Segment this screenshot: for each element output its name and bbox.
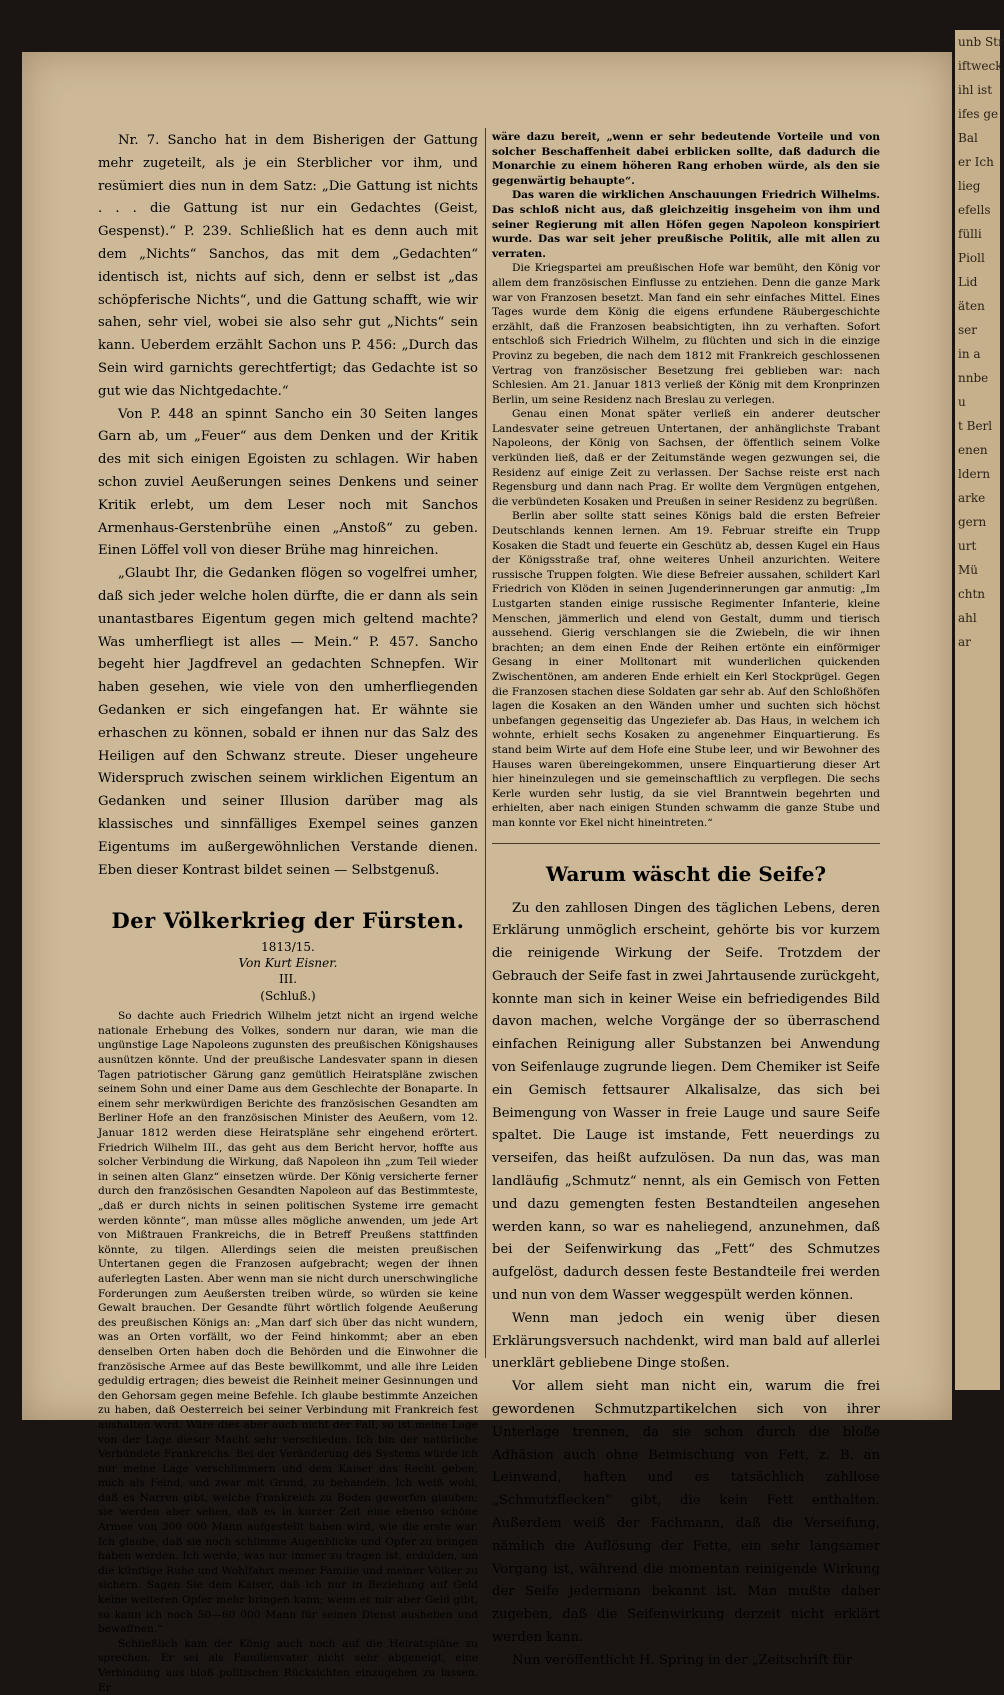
article-conclusion-note: (Schluß.) xyxy=(260,989,316,1004)
article2-paragraph-2: Wenn man jedoch ein wenig über diesen Erklärungsversuch nachdenkt, wird man bald auf allerlei unerklärt gebliebene Dinge stoßen. xyxy=(492,1310,880,1372)
left-column xyxy=(98,130,478,1694)
article-separator xyxy=(492,843,880,844)
column-divider xyxy=(485,128,486,1358)
adjacent-page-fragment: Mü xyxy=(958,563,979,577)
intro-paragraph-3: „Glaubt Ihr, die Gedanken flögen so vogelfrei umher, daß sich jeder welche holen dürfte, die er dann als sein unantastbares Eigentum gegen mich geltend machte? Was umherfliegt ist alles — Mein.“ P. 457. Sancho begeht hier Jagdfrevel an gedachten Schnepfen. Wir haben gesehen, wie viele von den umherfliegenden Gedanken er sich eingefangen hat. Er wähnte sie erhaschen zu können, sobald er ihnen nur das Salz des Heiligen auf den Schwanz streute. Dieser ungeheure Widerspruch zwischen seinem wirklichen Eigentum an Gedanken und seiner Illusion darüber mag als klassisches und sinnfälliges Exempel seines ganzen Eigentums im außergewöhnlichen Verstande dienen. Eben dieser Kontrast bildet seinen — Selbstgenuß. xyxy=(98,566,478,878)
adjacent-page-fragment: efells xyxy=(958,203,991,217)
article-continuation-paragraph: wäre dazu bereit, „wenn er sehr bedeutende Vorteile und von solcher Beschaffenheit dabei erblicken sollte, daß dadurch die Monarchie zu einem höheren Rang erhoben würde, als den sie gegenwärtig behaupte“. xyxy=(492,131,880,187)
adjacent-page-fragment: in a xyxy=(958,347,981,361)
adjacent-page-fragment: Bal xyxy=(958,131,978,145)
adjacent-page-fragment: ldern xyxy=(958,467,991,481)
adjacent-page-fragment: fülli xyxy=(958,227,982,241)
adjacent-page-fragment: nnbe xyxy=(958,371,989,385)
article2-title: Warum wäscht die Seife? xyxy=(545,861,827,886)
article-paragraph-5: Genau einen Monat später verließ ein anderer deutscher Landesvater seine getreuen Untertanen, der anhänglichste Trabant Napoleons, der König von Sachsen, der öffentlich seinem Volke verkünden ließ, daß er der Zeitumstände wegen gezwungen sei, die Residenz auf einige Zeit zu verlassen. Der Sachse reiste erst nach Regensburg und dann nach Prag. Er wollte dem Vergnügen entgehen, die verbündeten Kosaken und Preußen in seiner Residenz zu begrüßen. xyxy=(492,408,880,508)
article2-paragraph-3: Vor allem sieht man nicht ein, warum die frei gewordenen Schmutzpartikelchen sich von ihrer Unterlage trennen, da sie schon durch die bloße Adhäsion auch ohne Beimischung von Fett, z. B. an Leinwand, haften und es tatsächlich zahllose „Schmutzflecken“ gibt, die kein Fett enthalten. Außerdem weiß der Fachmann, daß die Verseifung, nämlich die Auflösung der Fette, ein sehr langsamer Vorgang ist, während die momentan reinigende Wirkung der Seife jedermann bekannt ist. Man mußte daher zugeben, daß die Seifenwirkung derzeit nicht erklärt werden kann. xyxy=(492,1379,880,1645)
adjacent-page-fragment: gern xyxy=(958,515,987,529)
article-dates: 1813/15. xyxy=(261,940,315,955)
adjacent-page-fragment: ifes ge xyxy=(958,107,999,121)
article-title: Der Völkerkrieg der Fürsten. xyxy=(111,908,465,934)
article-paragraph-6: Berlin aber sollte statt seines Königs bald die ersten Befreier Deutschlands kennen lernen. Am 19. Februar streifte ein Trupp Kosaken die Stadt und feuerte ein Geschütz ab, dessen Kugel ein Haus der Königsstraße traf, ohne weiteres Unheil anzurichten. Weitere russische Truppen folgten. Wie diese Befreier aussahen, schildert Karl Friedrich von Klöden in seinen Jugenderinnerungen gar anmutig: „Im Lustgarten standen einige russische Regimenter Infanterie, kleine Menschen, jämmerlich und elend von Gestalt, dumm und tierisch aussehend. Gierig verschlangen sie die Zwiebeln, die wir ihnen brachten; an dem einen Ende der Reihen ertönte ein einförmiger Gesang in einer Molltonart mit wunderlichen quickenden Zwischentönen, am anderen Ende erhielt ein Kerl Stockprügel. Gegen die Franzosen stachen diese Soldaten gar sehr ab. Auf den Schloßhöfen lagen die Kosaken an den Wänden umher und suchten sich höchst unbefangen gegenseitig das Ungeziefer ab. Das Haus, in welchem ich wohnte, erhielt sechs Kosaken zu angenehmer Einquartierung. Es stand beim Wirte auf dem Hofe eine Stube leer, und wir Bewohner des Hauses waren übereingekommen, unsere Einquartierung dieser Art hier hineinzulegen und sie gemeinschaftlich zu verpflegen. Die sechs Kerle wurden sehr lustig, da sie viel Branntwein begehrten und erhielten, aber nach einigen Stunden schwamm die ganze Stube und man konnte vor Ekel nicht hineintreten.“ xyxy=(492,510,880,829)
adjacent-page-fragment: Pioll xyxy=(958,251,985,265)
intro-paragraph-2: Von P. 448 an spinnt Sancho ein 30 Seiten langes Garn ab, um „Feuer“ aus dem Denken und der Kritik des mit sich einigen Egoisten zu schlagen. Wir haben schon zuviel Aeußerungen seines Denkens und seiner Kritik erlebt, um dem Leser noch mit Sanchos Armenhaus-Gerstenbrühe einen „Anstoß“ zu geben. Einen Löffel voll von dieser Brühe mag hinreichen. xyxy=(98,406,478,559)
adjacent-page-fragment: u xyxy=(958,395,966,409)
adjacent-page-fragment: arke xyxy=(958,491,986,505)
adjacent-page-fragment: ahl xyxy=(958,611,977,625)
adjacent-page-edge xyxy=(955,30,1004,1390)
article-paragraph-3: Das waren die wirklichen Anschauungen Friedrich Wilhelms. Das schloß nicht aus, daß gleichzeitig insgeheim von ihm und seiner Regierung mit allen Höfen gegen Napoleon konspiriert wurde. Das war seit jeher preußische Politik, alle mit allen zu verraten. xyxy=(492,189,880,260)
adjacent-page-fragment: unb Str xyxy=(958,35,1004,49)
article-author: Von Kurt Eisner. xyxy=(238,956,338,971)
article2-paragraph-1: Zu den zahllosen Dingen des täglichen Lebens, deren Erklärung unmöglich erscheint, gehörte bis vor kurzem die reinigende Wirkung der Seife. Trotzdem der Gebrauch der Seife fast in zwei Jahrtausende zurückgeht, konnte man sich in keiner Weise ein befriedigendes Bild davon machen, welche Vorgänge der so überraschend einfachen Reinigung aller Substanzen bei Anwendung von Seifenlauge zugrunde liegen. Dem Chemiker ist Seife ein Gemisch fettsaurer Alkalisalze, das sich bei Beimengung von Wasser in freie Lauge und saure Seife spaltet. Die Lauge ist imstande, Fett neuerdings zu verseifen, das heißt aufzulösen. Da nun das, was man landläufig „Schmutz“ nennt, als ein Gemisch von Fetten und dazu gemengten festen Bestandteilen angesehen werden kann, so war es naheliegend, anzunehmen, daß bei der Seifenwirkung das „Fett“ des Schmutzes aufgelöst, dadurch dessen feste Bestandteile frei werden und nun von dem Wasser weggespült werden können. xyxy=(492,900,880,1304)
adjacent-page-fragment: ar xyxy=(958,635,971,649)
adjacent-page-fragment: enen xyxy=(958,443,988,457)
article-paragraph-2: Schließlich kam der König auch noch auf die Heiratspläne zu sprechen. Er sei als Familienvater nicht sehr abgeneigt, eine Verbindung aus bloß politischen Rücksichten einzugehen zu lassen. Er xyxy=(98,1637,478,1694)
right-column xyxy=(492,130,880,1668)
adjacent-page-fragment: chtn xyxy=(958,587,985,601)
adjacent-page-fragment: Lid xyxy=(958,275,978,289)
adjacent-page-fragment: iftweck xyxy=(958,59,1003,73)
article2-paragraph-4: Nun veröffentlicht H. Spring in der „Zeitschrift für xyxy=(512,1652,853,1668)
adjacent-page-fragment: lieg xyxy=(958,179,981,193)
intro-paragraph-1: Nr. 7. Sancho hat in dem Bisherigen der Gattung mehr zugeteilt, als je ein Sterblicher vor ihm, und resümiert dies nun in dem Satz: „Die Gattung ist nichts . . . die Gattung ist nur ein Gedachtes (Geist, Gespenst).“ P. 239. Schließlich hat es denn auch mit dem „Nichts“ Sanchos, das mit dem „Gedachten“ identisch ist, nichts auf sich, denn er selbst ist „das schöpferische Nichts“, und die Gattung schafft, wie wir sahen, sehr viel, wobei sie also sehr gut „Nichts“ sein kann. Ueberdem erzählt Sachon uns P. 456: „Durch das Sein wird garnichts gerechtfertigt; das Gedachte ist so gut wie das Nichtgedachte.“ xyxy=(98,133,478,399)
adjacent-page-fragment: er Ich xyxy=(958,155,994,169)
adjacent-page-fragment: ihl ist xyxy=(958,83,993,97)
article-paragraph-1: So dachte auch Friedrich Wilhelm jetzt nicht an irgend welche nationale Erhebung des Volkes, sondern nur daran, wie man die ungünstige Lage Napoleons zugunsten des preußischen Königshauses ausnützen könnte. Und der preußische Landesvater spann in diesen Tagen patriotischer Gärung ganz gemütlich Heiratspläne zwischen seinem Sohn und einer Dame aus dem Geschlechte der Bonaparte. In einem sehr merkwürdigen Berichte des französischen Gesandten am Berliner Hofe an den französischen Minister des Aeußern, vom 12. Januar 1812 werden diese Heiratspläne sehr eingehend erörtert. Friedrich Wilhelm III., das geht aus dem Bericht hervor, hoffte aus solcher Verbindung die Wirkung, daß Napoleon ihn „zum Teil wieder in seinen alten Glanz“ einsetzen würde. Der König versicherte ferner durch den französischen Gesandten Napoleon auf das Bestimmteste, „daß er durch nichts in seinen politischen Systeme irre gemacht werden könnte“, man müsse alles mögliche anwenden, um jede Art von Mißtrauen Frankreichs, die in Betreff Preußens stattfinden könnte, zu tilgen. Allerdings seien die meisten preußischen Untertanen gegen die Franzosen aufgebracht; wegen der ihnen auferlegten Lasten. Aber wenn man sie nicht durch unerschwingliche Forderungen zum Aeußersten treiben würde, so würden sie keine Gewalt brauchen. Der Gesandte führt wörtlich folgende Aeußerung des preußischen Königs an: „Man darf sich über das nicht wundern, was an Orten vorfällt, wo der Feind hinkommt; aber an eben denselben Orten haben doch die Behörden und die Einwohner die französische Armee auf das Beste bewillkommt, und alle ihre Leiden geduldig ertragen; dies beweist die Reinheit meiner Gesinnungen und den Gehorsam gegen meine Befehle. Ich glaube bestimmte Anzeichen zu haben, daß Oesterreich bei seiner Verbindung mit Frankreich fest aushalten wird. Wäre dies aber auch nicht der Fall, so ist meine Lage von der Lage dieser Macht sehr verschieden. Ich bin der natürliche Verbündete Frankreichs. Bei der Veränderung des Systems würde ich nur meine Lage verschlimmern und dem Kaiser das Recht geben, mich als Feind, und zwar mit Grund, zu behandeln. Ich weiß wohl, daß es Narren gibt, welche Frankreich zu Boden geworfen glauben; sie werden aber sehen, daß es in kurzer Zeit eine ebenso schöne Armee von 300 000 Mann aufgestellt haben wird, wie die erste war. Ich glaube, daß sie noch schlimme Augenblicke und Opfer zu bringen haben werden. Ich werde, was nur immer zu tragen ist, erdulden, um die künftige Ruhe und Wohlfahrt meiner Familie und meiner Völker zu sichern. Sagen Sie dem Kaiser, daß ich nur in Beziehung auf Geld keine weiteren Opfer mehr bringen kann; wenn er mir aber Geld gibt, so kann ich noch 50—60 000 Mann für seinen Dienst ausheben und bewaffnen.“ xyxy=(98,1010,478,1636)
adjacent-page-fragment: äten xyxy=(958,299,985,313)
article-part-number: III. xyxy=(278,972,298,987)
adjacent-page-fragment: ser xyxy=(958,323,977,337)
article-paragraph-4: Die Kriegspartei am preußischen Hofe war bemüht, den König vor allem dem französischen Einflusse zu entziehen. Denn die ganze Mark war von Franzosen besetzt. Man fand ein sehr einfaches Mittel. Eines Tages wurde dem König die eigens erfundene Räubergeschichte erzählt, daß die Franzosen beabsichtigten, ihn zu verhaften. Sofort entschloß sich Friedrich Wilhelm, zu flüchten und sich in die einzige Provinz zu begeben, die nach dem 1812 mit Frankreich geschlossenen Vertrag von französischer Besetzung frei geblieben war: nach Schlesien. Am 21. Januar 1813 verließ der König mit dem Kronprinzen Berlin, um seine Residenz nach Breslau zu verlegen. xyxy=(492,262,880,406)
adjacent-page-fragment: urt xyxy=(958,539,977,553)
adjacent-page-fragment: t Berl xyxy=(958,419,993,433)
